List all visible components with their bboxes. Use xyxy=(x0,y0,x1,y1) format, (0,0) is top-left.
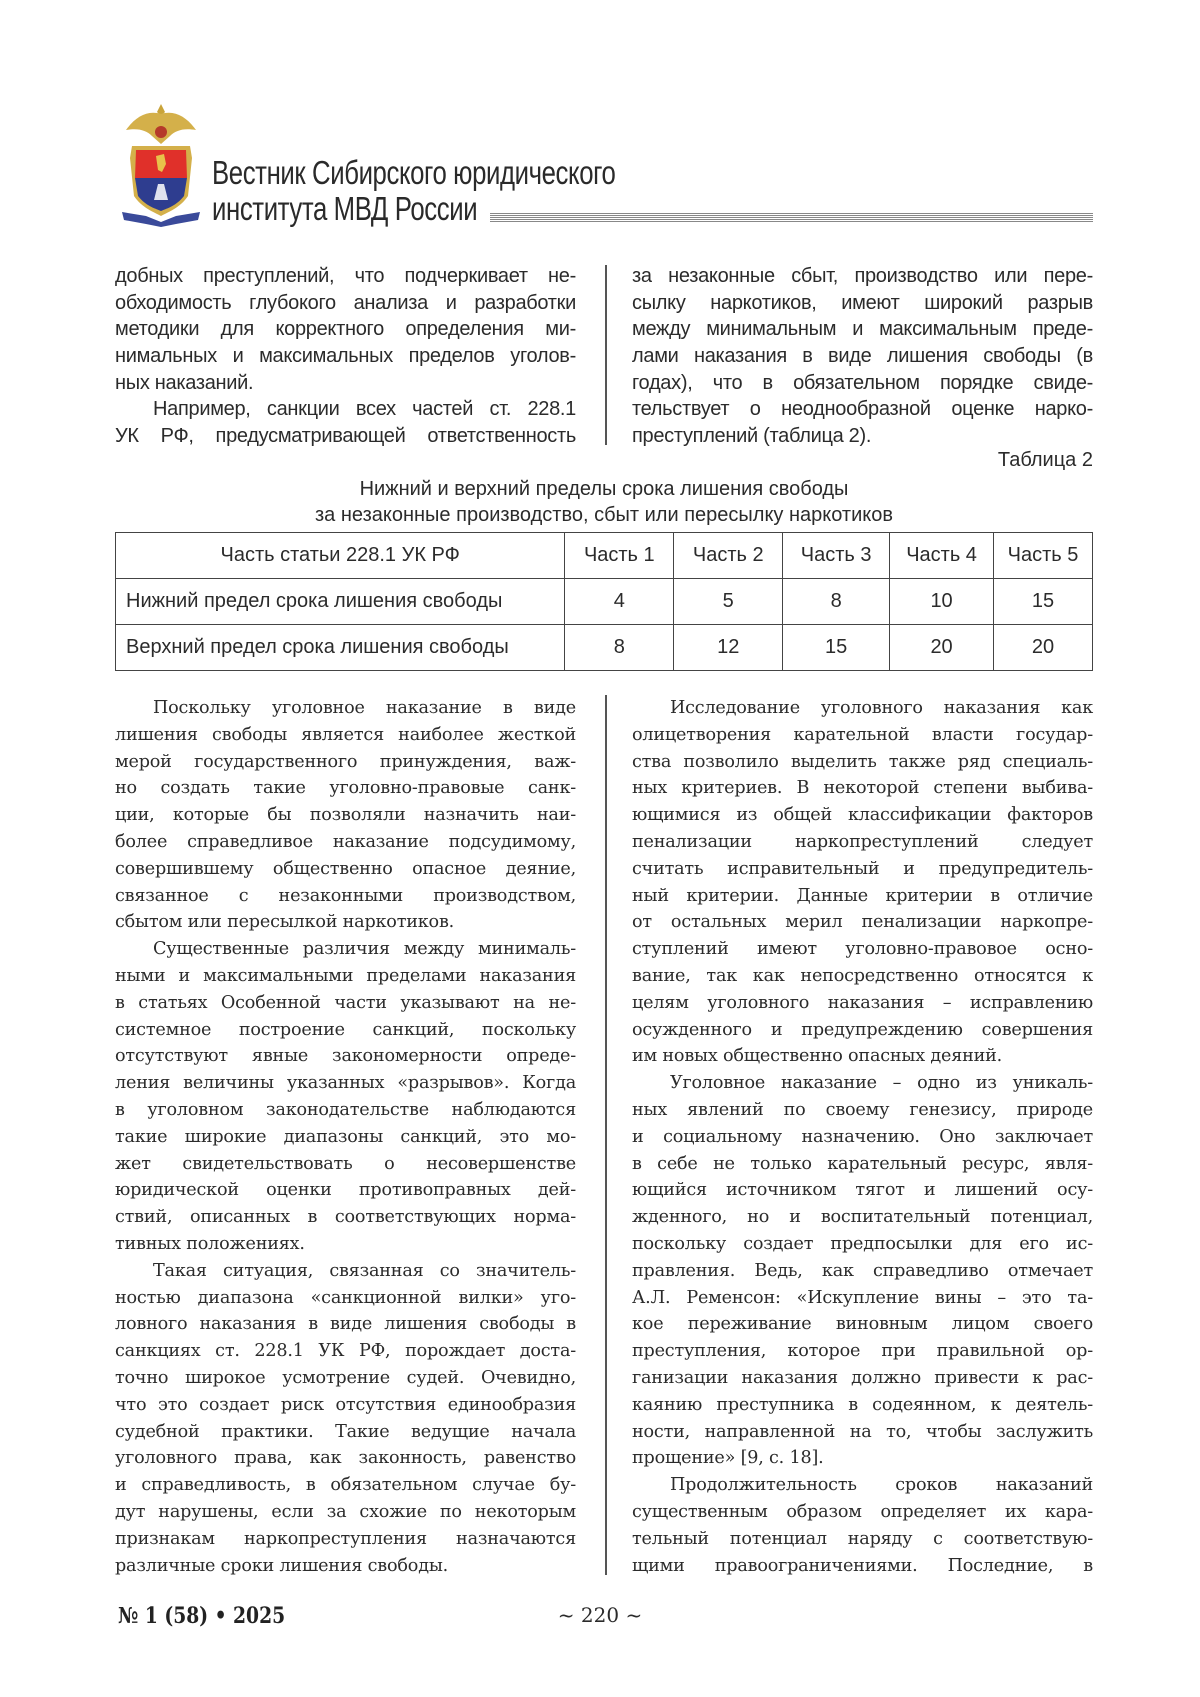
text-line: вание, так как непосредственно относятся к xyxy=(632,963,1093,990)
paragraph xyxy=(115,695,576,936)
text-line: методики для корректного определения ми- xyxy=(115,316,576,343)
text-line: прощение» [9, с. 18]. xyxy=(632,1445,1093,1472)
text-line: Поскольку уголовное наказание в виде xyxy=(115,695,576,722)
text-line: Исследование уголовного наказания как xyxy=(632,695,1093,722)
value-cell: Часть 1 xyxy=(565,533,674,579)
text-line: щими правоограничениями. Последние, в xyxy=(632,1553,1093,1580)
text-line: нимальных и максимальных пределов уголов- xyxy=(115,343,576,370)
text-line: лами наказания в виде лишения свободы (в xyxy=(632,343,1093,370)
text-line: и социальному назначению. Оно заключает xyxy=(632,1124,1093,1151)
paragraph xyxy=(115,936,576,1258)
text-line: точно широкое усмотрение судей. Очевидно, xyxy=(115,1365,576,1392)
text-line: между минимальным и максимальным преде- xyxy=(632,316,1093,343)
text-line: ных критериев. В некоторой степени выбива- xyxy=(632,775,1093,802)
text-line: совершившему общественно опасное деяние, xyxy=(115,856,576,883)
text-line: ции, которые бы позволяли назначить наи- xyxy=(115,802,576,829)
text-line: ления величины указанных «разрывов». Когда xyxy=(115,1070,576,1097)
top-left-column xyxy=(115,263,576,450)
text-line: Такая ситуация, связанная со значитель- xyxy=(115,1258,576,1285)
top-right-column xyxy=(632,263,1093,450)
text-line: ловного наказания в виде лишения свободы в xyxy=(115,1311,576,1338)
text-line: от остальных мерил пенализации наркопре- xyxy=(632,909,1093,936)
value-cell: 15 xyxy=(994,579,1093,625)
bottom-left-column xyxy=(115,695,576,1579)
text-line: ности, направленной на то, чтобы заслужить xyxy=(632,1419,1093,1446)
text-line: тельствует о неоднообразной оценке нарко- xyxy=(632,396,1093,423)
text-line: поскольку создает предпосылки для его ис- xyxy=(632,1231,1093,1258)
text-line: УК РФ, предусматривающей ответственность xyxy=(115,423,576,450)
value-cell: 8 xyxy=(565,625,674,671)
text-line: в уголовном законодательстве наблюдаются xyxy=(115,1097,576,1124)
text-line: и справедливость, в обязательном случае бу- xyxy=(115,1472,576,1499)
journal-title-line-1: Вестник Сибирского юридического xyxy=(212,155,615,191)
paragraph xyxy=(115,396,576,449)
text-line: сылку наркотиков, имеют широкий разрыв xyxy=(632,290,1093,317)
value-cell: 10 xyxy=(890,579,994,625)
text-line: ганизации наказания должно привести к рас- xyxy=(632,1365,1093,1392)
eagle-icon xyxy=(126,104,196,144)
value-cell: 20 xyxy=(890,625,994,671)
text-line: обходимость глубокого анализа и разработки xyxy=(115,290,576,317)
institute-emblem-logo xyxy=(118,100,204,228)
text-line: ный критерии. Данные критерии в отличие xyxy=(632,883,1093,910)
value-cell: 4 xyxy=(565,579,674,625)
text-line: юридической оценки противоправных дей- xyxy=(115,1177,576,1204)
text-line: судебной практики. Такие ведущие начала xyxy=(115,1419,576,1446)
text-line: преступлений (таблица 2). xyxy=(632,423,1093,450)
text-line: тивных положениях. xyxy=(115,1231,576,1258)
sentence-limits-table xyxy=(115,532,1093,671)
text-line: ными и максимальными пределами наказания xyxy=(115,963,576,990)
text-line: ствий, описанных в соответствующих норма- xyxy=(115,1204,576,1231)
text-line: санкциях ст. 228.1 УК РФ, порождает доста- xyxy=(115,1338,576,1365)
text-line: за незаконные сбыт, производство или пере- xyxy=(632,263,1093,290)
row-label-cell: Нижний предел срока лишения свободы xyxy=(116,579,565,625)
table-caption-line-2: за незаконные производство, сбыт или пересылку наркотиков xyxy=(115,502,1093,528)
text-line: более справедливое наказание подсудимому, xyxy=(115,829,576,856)
text-line: добных преступлений, что подчеркивает не- xyxy=(115,263,576,290)
text-line: такие широкие диапазоны санкций, это мо- xyxy=(115,1124,576,1151)
text-line: ства позволило выделить также ряд специаль- xyxy=(632,749,1093,776)
journal-title-line-2: института МВД России xyxy=(212,191,615,227)
text-line: мерой государственного принуждения, важ- xyxy=(115,749,576,776)
text-line: жет свидетельствовать о несовершенстве xyxy=(115,1151,576,1178)
text-line: уголовного права, как законность, равенство xyxy=(115,1445,576,1472)
text-line: тельный потенциал наряду с соответствую- xyxy=(632,1526,1093,1553)
table-row xyxy=(116,625,1093,671)
column-divider-bottom xyxy=(605,695,607,1575)
text-line: считать исправительный и предупредитель- xyxy=(632,856,1093,883)
text-line: в себе не только карательный ресурс, явля- xyxy=(632,1151,1093,1178)
text-line: Продолжительность сроков наказаний xyxy=(632,1472,1093,1499)
text-line: но создать такие уголовно-правовые санк- xyxy=(115,775,576,802)
text-line: ющимися из общей классификации факторов xyxy=(632,802,1093,829)
text-line: дут нарушены, если за схожие по некоторым xyxy=(115,1499,576,1526)
text-line: что это создает риск отсутствия единообразия xyxy=(115,1392,576,1419)
text-line: ющийся источником тягот и лишений осу- xyxy=(632,1177,1093,1204)
header-rule xyxy=(490,213,1093,222)
table-row xyxy=(116,579,1093,625)
text-line: кое переживание виновным лицом своего xyxy=(632,1311,1093,1338)
issue-number: № 1 (58) • 2025 xyxy=(118,1603,285,1629)
text-line: различные сроки лишения свободы. xyxy=(115,1553,576,1580)
text-line: ных явлений по своему генезису, природе xyxy=(632,1097,1093,1124)
text-line: связанное с незаконными производством, xyxy=(115,883,576,910)
text-line: Например, санкции всех частей ст. 228.1 xyxy=(115,396,576,423)
text-line: существенным образом определяет их кара- xyxy=(632,1499,1093,1526)
paragraph xyxy=(115,1258,576,1580)
table-caption-line-1: Нижний и верхний пределы срока лишения свободы xyxy=(115,476,1093,502)
text-line: в статьях Особенной части указывают на не- xyxy=(115,990,576,1017)
text-line: системное построение санкций, поскольку xyxy=(115,1017,576,1044)
paragraph xyxy=(115,263,576,396)
text-line: А.Л. Ременсон: «Искупление вины – это та- xyxy=(632,1285,1093,1312)
page-number: ~ 220 ~ xyxy=(0,1603,1200,1627)
text-line: ных наказаний. xyxy=(115,370,576,397)
text-line: Существенные различия между минималь- xyxy=(115,936,576,963)
text-line: олицетворения карательной власти государ- xyxy=(632,722,1093,749)
value-cell: Часть 3 xyxy=(783,533,890,579)
text-line: пенализации наркопреступлений следует xyxy=(632,829,1093,856)
text-line: отсутствуют явные закономерности опреде- xyxy=(115,1043,576,1070)
value-cell: 15 xyxy=(783,625,890,671)
text-line: ностью диапазона «санкционной вилки» уго- xyxy=(115,1285,576,1312)
value-cell: 5 xyxy=(674,579,783,625)
value-cell: Часть 2 xyxy=(674,533,783,579)
bottom-right-column xyxy=(632,695,1093,1579)
text-line: сбытом или пересылкой наркотиков. xyxy=(115,909,576,936)
text-line: Уголовное наказание – одно из уникаль- xyxy=(632,1070,1093,1097)
text-line: целям уголовного наказания – исправлению xyxy=(632,990,1093,1017)
value-cell: Часть 4 xyxy=(890,533,994,579)
text-line: ступлений имеют уголовно-правовое осно- xyxy=(632,936,1093,963)
paragraph xyxy=(632,1472,1093,1579)
row-label-cell: Верхний предел срока лишения свободы xyxy=(116,625,565,671)
table-number: Таблица 2 xyxy=(998,449,1093,472)
value-cell: 20 xyxy=(994,625,1093,671)
paragraph xyxy=(632,1070,1093,1472)
text-line: признакам наркопреступления назначаются xyxy=(115,1526,576,1553)
text-line: каянию преступника в содеянном, к деятель- xyxy=(632,1392,1093,1419)
text-line: годах), что в обязательном порядке свиде- xyxy=(632,370,1093,397)
table-header-row xyxy=(116,533,1093,579)
column-divider-top xyxy=(605,265,607,445)
text-line: преступления, которое при правильной ор- xyxy=(632,1338,1093,1365)
text-line: жденного, но и воспитательный потенциал, xyxy=(632,1204,1093,1231)
value-cell: 8 xyxy=(783,579,890,625)
paragraph xyxy=(632,695,1093,1070)
text-line: правления. Ведь, как справедливо отмечает xyxy=(632,1258,1093,1285)
value-cell: 12 xyxy=(674,625,783,671)
text-line: им новых общественно опасных деяний. xyxy=(632,1043,1093,1070)
value-cell: Часть 5 xyxy=(994,533,1093,579)
row-label-cell: Часть статьи 228.1 УК РФ xyxy=(116,533,565,579)
paragraph xyxy=(632,263,1093,450)
text-line: лишения свободы является наиболее жесткой xyxy=(115,722,576,749)
text-line: осужденного и предупреждению совершения xyxy=(632,1017,1093,1044)
